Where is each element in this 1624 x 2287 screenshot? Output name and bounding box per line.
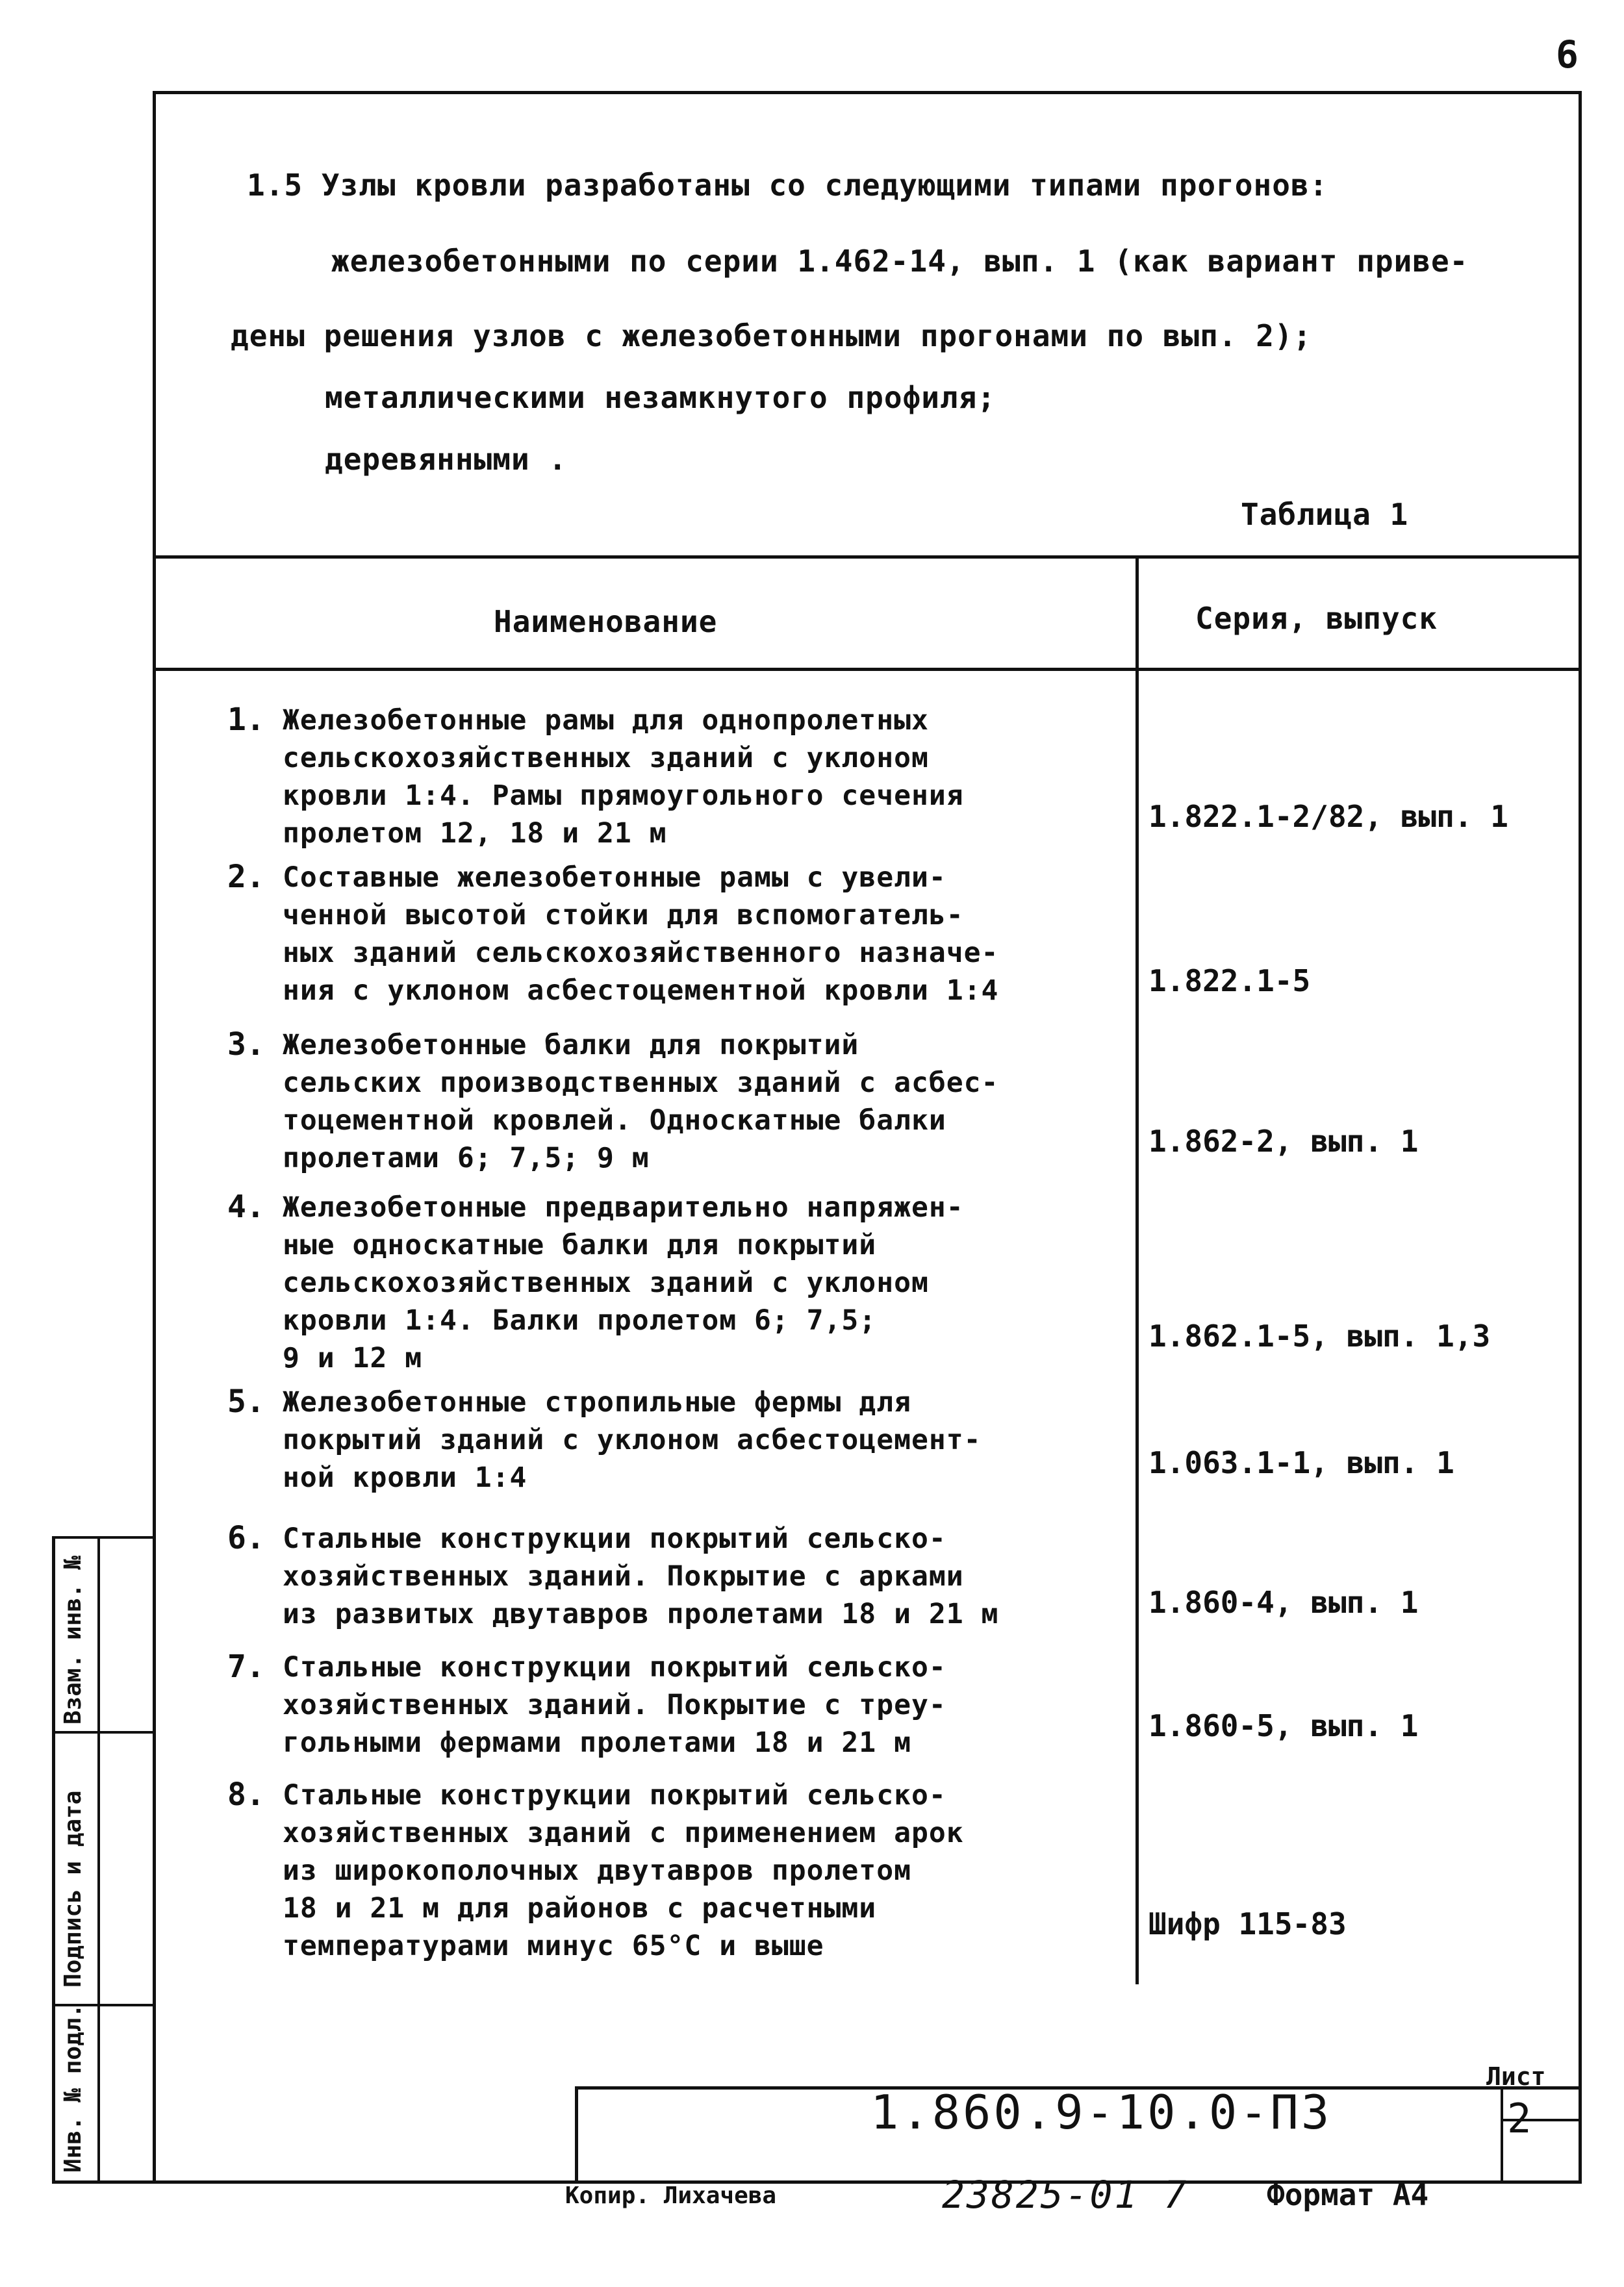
side-strip-left: [52, 1536, 55, 2182]
intro-line-3: дены решения узлов с железобетонными прогонами по вып. 2);: [231, 318, 1312, 353]
inventory-number: 23825-01 7: [942, 2173, 1189, 2217]
row-series: 1.862-2, вып. 1: [1148, 1124, 1419, 1159]
row-series: 1.860-4, вып. 1: [1148, 1585, 1419, 1620]
row-name: Составные железобетонные рамы с увели- ченной высотой стойки для вспомогатель- ных зданий сельскохозяйственного назначе- ния с уклоном асбестоцементной кровли 1:4: [283, 861, 999, 1007]
row-series: 1.860-5, вып. 1: [1148, 1708, 1419, 1743]
row-name: Стальные конструкции покрытий сельско- хозяйственных зданий. Покрытие с треу- гольными фермами пролетами 18 и 21 м: [283, 1651, 946, 1759]
row-series: 1.822.1-5: [1148, 963, 1311, 998]
paper-format: Формат А4: [1267, 2177, 1429, 2212]
stamp-box-left: [575, 2086, 578, 2182]
row-number: 3.: [227, 1026, 265, 1063]
table-caption: Таблица 1: [1241, 497, 1409, 532]
side-strip-top: [52, 1536, 156, 1539]
row-number: 4.: [227, 1189, 265, 1225]
row-number: 5.: [227, 1384, 265, 1420]
row-name: Железобетонные рамы для однопролетных сельскохозяйственных зданий с уклоном кровли 1:4. Рамы прямоугольного сечения пролетом 12, 18 и 21 м: [283, 704, 964, 850]
sheet-label: Лист: [1486, 2062, 1546, 2091]
table-header-line: [153, 668, 1582, 671]
side-label-signature-date: Подпись и дата: [60, 1790, 86, 1988]
intro-line-5: деревянными .: [325, 442, 568, 477]
row-number: 6.: [227, 1520, 265, 1556]
stamp-sheet-left: [1501, 2086, 1503, 2182]
sheet-number: 2: [1507, 2095, 1532, 2142]
row-series: 1.822.1-2/82, вып. 1: [1148, 799, 1508, 834]
intro-line-1: 1.5 Узлы кровли разработаны со следующими типами прогонов:: [247, 168, 1328, 203]
row-number: 8.: [227, 1776, 265, 1813]
table-top-line: [153, 555, 1582, 559]
row-number: 1.: [227, 701, 265, 738]
row-name: Стальные конструкции покрытий сельско- хозяйственных зданий. Покрытие с арками из развитых двутавров пролетами 18 и 21 м: [283, 1523, 999, 1630]
row-name: Железобетонные стропильные фермы для покрытий зданий с уклоном асбестоцемент- ной кровли 1:4: [283, 1386, 982, 1494]
side-label-inv-orig: Инв. № подл.: [60, 2003, 86, 2173]
side-strip-mid: [97, 1536, 100, 2182]
copied-by: Копир. Лихачева: [565, 2182, 777, 2209]
row-name: Железобетонные предварительно напряжен- ные односкатные балки для покрытий сельскохозяйственных зданий с уклоном кровли 1:4. Балки пролетом 6; 7,5; 9 и 12 м: [283, 1191, 964, 1374]
row-name: Железобетонные балки для покрытий сельских производственных зданий с асбес- тоцементной кровлей. Односкатные балки пролетами 6; 7,5; 9 м: [283, 1029, 999, 1174]
frame-left: [153, 91, 156, 2182]
row-series: Шифр 115-83: [1148, 1906, 1347, 1941]
row-series: 1.063.1-1, вып. 1: [1148, 1445, 1454, 1480]
frame-top: [153, 91, 1582, 94]
row-series: 1.862.1-5, вып. 1,3: [1148, 1319, 1491, 1354]
side-label-replace-inv: Взам. инв. №: [60, 1555, 86, 1725]
row-number: 2.: [227, 859, 265, 895]
header-series: Серия, выпуск: [1195, 601, 1438, 636]
document-code: 1.860.9-10.0-ПЗ: [870, 2085, 1332, 2140]
intro-line-2: железобетонными по серии 1.462-14, вып. 1 (как вариант приве-: [331, 244, 1469, 279]
header-name: Наименование: [494, 604, 718, 639]
intro-line-4: металлическими незамкнутого профиля;: [325, 380, 996, 415]
page-number: 6: [1556, 32, 1579, 77]
row-name: Стальные конструкции покрытий сельско- хозяйственных зданий с применением арок из широкополочных двутавров пролетом 18 и 21 м для районов с расчетными температурами минус 65°С и выше: [283, 1779, 964, 1962]
side-strip-sep1: [52, 1731, 156, 1734]
row-number: 7.: [227, 1649, 265, 1685]
frame-right: [1579, 91, 1582, 2182]
